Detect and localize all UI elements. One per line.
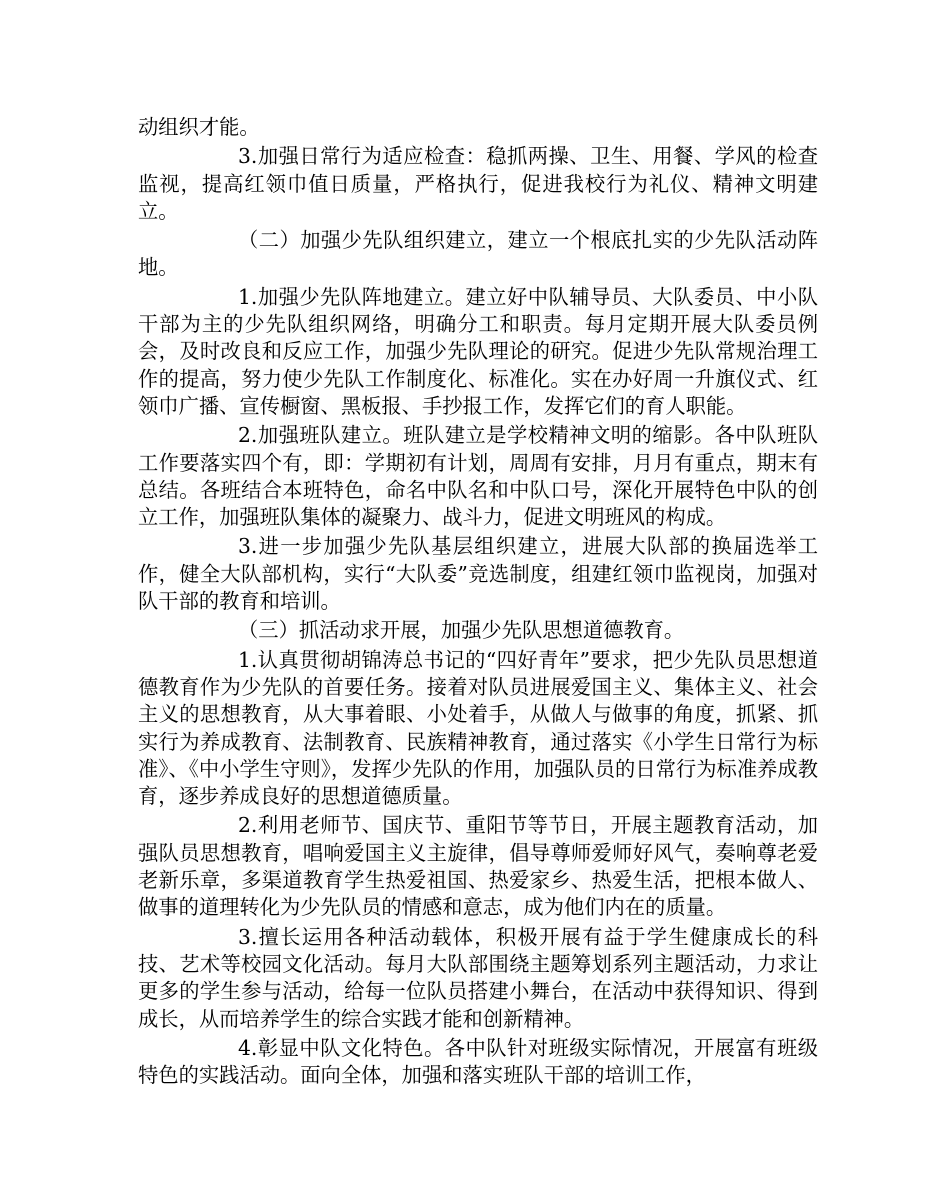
- paragraph-item-2-festivals: 2.利用老师节、国庆节、重阳节等节日，开展主题教育活动，加强队员思想教育，唱响爱国主义主旋律，倡导尊师爱师好风气，奏响尊老爱老新乐章，多渠道教育学生热爱祖国、热爱家乡、热爱生活，把根本做人、做事的道理转化为少先队员的情感和意志，成为他们内在的质量。: [138, 813, 818, 920]
- section-heading-3: （三）抓活动求开展，加强少先队思想道德教育。: [238, 618, 685, 643]
- paragraph-item-4-culture: 4.彰显中队文化特色。各中队针对班级实际情况，开展富有班级特色的实践活动。面向全体，加强和落实班队干部的培训工作，: [138, 1035, 818, 1088]
- paragraph-item-3-daily-behavior: 3.加强日常行为适应检查：稳抓两操、卫生、用餐、学风的检查监视，提高红领巾值日质量，严格执行，促进我校行为礼仪、精神文明建立。: [138, 144, 818, 223]
- paragraph-continuation: 动组织才能。: [138, 115, 260, 139]
- section-heading-2: （二）加强少先队组织建立，建立一个根底扎实的少先队活动阵地。: [138, 228, 818, 280]
- paragraph-item-3-grassroots: 3.进一步加强少先队基层组织建立，进展大队部的换届选举工作，健全大队部机构，实行“大队委”竞选制度，组建红领巾监视岗，加强对队干部的教育和培训。: [138, 534, 818, 614]
- paragraph-item-1-moral-education: 1.认真贯彻胡锦涛总书记的“四好青年”要求，把少先队员思想道德教育作为少先队的首要任务。接着对队员进展爱国主义、集体主义、社会主义的思想教育，从大事着眼、小处着手，从做人与做事的角度，抓紧、抓实行为养成教育、法制教育、民族精神教育，通过落实《小学生日常行为标准》、《中小学生守则》，发挥少先队的作用，加强队员的日常行为标准养成教育，逐步养成良好的思想道德质量。: [138, 647, 818, 809]
- paragraph-item-2-class-team: 2.加强班队建立。班队建立是学校精神文明的缩影。各中队班队工作要落实四个有，即：学期初有计划，周周有安排，月月有重点，期末有总结。各班结合本班特色，命名中队名和中队口号，深化开展特色中队的创立工作，加强班队集体的凝聚力、战斗力，促进文明班风的构成。: [138, 423, 818, 530]
- paragraph-item-1-position: 1.加强少先队阵地建立。建立好中队辅导员、大队委员、中小队干部为主的少先队组织网络，明确分工和职责。每月定期开展大队委员例会，及时改良和反应工作，加强少先队理论的研究。促进少先队常规治理工作的提高，努力使少先队工作制度化、标准化。实在办好周一升旗仪式、红领巾广播、宣传橱窗、黑板报、手抄报工作，发挥它们的育人职能。: [138, 284, 818, 418]
- document-body: [138, 114, 818, 1091]
- paragraph-item-3-activities: 3.擅长运用各种活动载体，积极开展有益于学生健康成长的科技、艺术等校园文化活动。每月大队部围绕主题筹划系列主题活动，力求让更多的学生参与活动，给每一位队员搭建小舞台，在活动中获得知识、得到成长，从而培养学生的综合实践才能和创新精神。: [138, 924, 818, 1031]
